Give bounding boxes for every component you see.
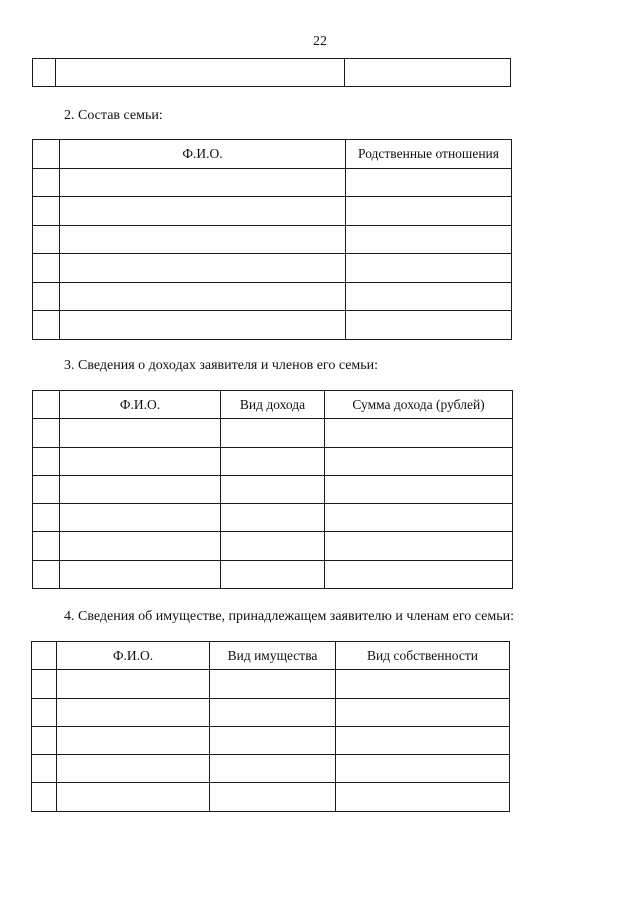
table-cell[interactable] (57, 726, 210, 754)
table-cell[interactable] (60, 168, 346, 197)
table-cell[interactable] (60, 225, 346, 254)
table-cell[interactable] (210, 783, 336, 811)
table-row (32, 783, 510, 811)
table-cell[interactable] (57, 698, 210, 726)
table-cell[interactable] (60, 560, 221, 588)
table-cell[interactable] (56, 59, 345, 87)
table-cell[interactable] (221, 532, 325, 560)
table-cell[interactable] (346, 197, 512, 226)
table-cell[interactable] (57, 670, 210, 698)
table-row (33, 282, 512, 311)
table-cell[interactable] (32, 755, 57, 783)
table-cell[interactable] (336, 670, 510, 698)
table-cell[interactable] (32, 783, 57, 811)
table-cell[interactable] (33, 311, 60, 340)
table-cell[interactable] (210, 670, 336, 698)
table-row (33, 475, 513, 503)
section-title-income: 3. Сведения о доходах заявителя и членов его семьи: (64, 358, 379, 373)
table-cell[interactable] (33, 447, 60, 475)
table-cell[interactable] (336, 726, 510, 754)
table-cell[interactable] (60, 311, 346, 340)
table-cell[interactable] (60, 254, 346, 283)
table-cell[interactable] (33, 419, 60, 447)
table-row (33, 560, 513, 588)
table-cell[interactable] (325, 447, 513, 475)
table-row (32, 698, 510, 726)
table-row (33, 197, 512, 226)
table-cell[interactable] (33, 59, 56, 87)
table-cell[interactable] (33, 168, 60, 197)
table-cell[interactable] (33, 197, 60, 226)
table-cell[interactable] (210, 726, 336, 754)
table-cell[interactable] (221, 504, 325, 532)
table-cell[interactable] (325, 475, 513, 503)
header-relationship: Родственные отношения (346, 140, 512, 169)
table-row (33, 419, 513, 447)
table-cell[interactable] (60, 197, 346, 226)
table-header-row (33, 391, 513, 419)
table-header-row (32, 642, 510, 670)
table-cell[interactable] (33, 225, 60, 254)
family-table (32, 139, 512, 340)
table-row (32, 755, 510, 783)
table-cell[interactable] (221, 447, 325, 475)
table-cell[interactable] (336, 783, 510, 811)
previous-table-continuation (32, 58, 511, 87)
property-table-body (32, 670, 510, 811)
header-full-name: Ф.И.О. (60, 391, 221, 419)
table-cell[interactable] (210, 698, 336, 726)
header-income-amount: Сумма дохода (рублей) (325, 391, 513, 419)
table-cell[interactable] (33, 504, 60, 532)
table-cell[interactable] (32, 726, 57, 754)
table-cell[interactable] (221, 560, 325, 588)
table-cell[interactable] (60, 504, 221, 532)
header-property-type: Вид имущества (210, 642, 336, 670)
table-cell[interactable] (57, 783, 210, 811)
table-cell[interactable] (346, 282, 512, 311)
income-table (32, 390, 513, 589)
table-row (33, 168, 512, 197)
table-cell[interactable] (325, 504, 513, 532)
table-row (33, 59, 511, 87)
header-full-name: Ф.И.О. (57, 642, 210, 670)
property-table (31, 641, 510, 812)
table-cell[interactable] (325, 532, 513, 560)
header-number (33, 140, 60, 169)
table-cell[interactable] (325, 560, 513, 588)
table-cell[interactable] (336, 755, 510, 783)
table-cell[interactable] (33, 560, 60, 588)
table-cell[interactable] (221, 419, 325, 447)
family-table-body (33, 168, 512, 339)
table-cell[interactable] (32, 670, 57, 698)
page-number: 22 (313, 34, 327, 49)
table-cell[interactable] (33, 532, 60, 560)
table-cell[interactable] (60, 475, 221, 503)
table-cell[interactable] (60, 532, 221, 560)
table-cell[interactable] (346, 168, 512, 197)
table-cell[interactable] (346, 254, 512, 283)
header-income-type: Вид дохода (221, 391, 325, 419)
table-cell[interactable] (336, 698, 510, 726)
header-full-name: Ф.И.О. (60, 140, 346, 169)
table-row (33, 254, 512, 283)
table-cell[interactable] (60, 419, 221, 447)
table-cell[interactable] (57, 755, 210, 783)
table-cell[interactable] (33, 254, 60, 283)
table-cell[interactable] (32, 698, 57, 726)
table-cell[interactable] (221, 475, 325, 503)
header-number (32, 642, 57, 670)
table-header-row (33, 140, 512, 169)
table-row (32, 726, 510, 754)
table-row (33, 311, 512, 340)
table-cell[interactable] (210, 755, 336, 783)
table-cell[interactable] (346, 311, 512, 340)
table-cell[interactable] (60, 447, 221, 475)
table-cell[interactable] (345, 59, 511, 87)
table-row (33, 504, 513, 532)
section-title-property: 4. Сведения об имуществе, принадлежащем заявителю и членам его семьи: (64, 609, 514, 624)
table-row (33, 447, 513, 475)
table-cell[interactable] (33, 282, 60, 311)
table-row (33, 225, 512, 254)
header-ownership-type: Вид собственности (336, 642, 510, 670)
section-title-family: 2. Состав семьи: (64, 108, 163, 123)
table-row (33, 532, 513, 560)
table-cell[interactable] (346, 225, 512, 254)
table-cell[interactable] (60, 282, 346, 311)
income-table-body (33, 419, 513, 589)
table-cell[interactable] (325, 419, 513, 447)
table-row (32, 670, 510, 698)
table-cell[interactable] (33, 475, 60, 503)
header-number (33, 391, 60, 419)
